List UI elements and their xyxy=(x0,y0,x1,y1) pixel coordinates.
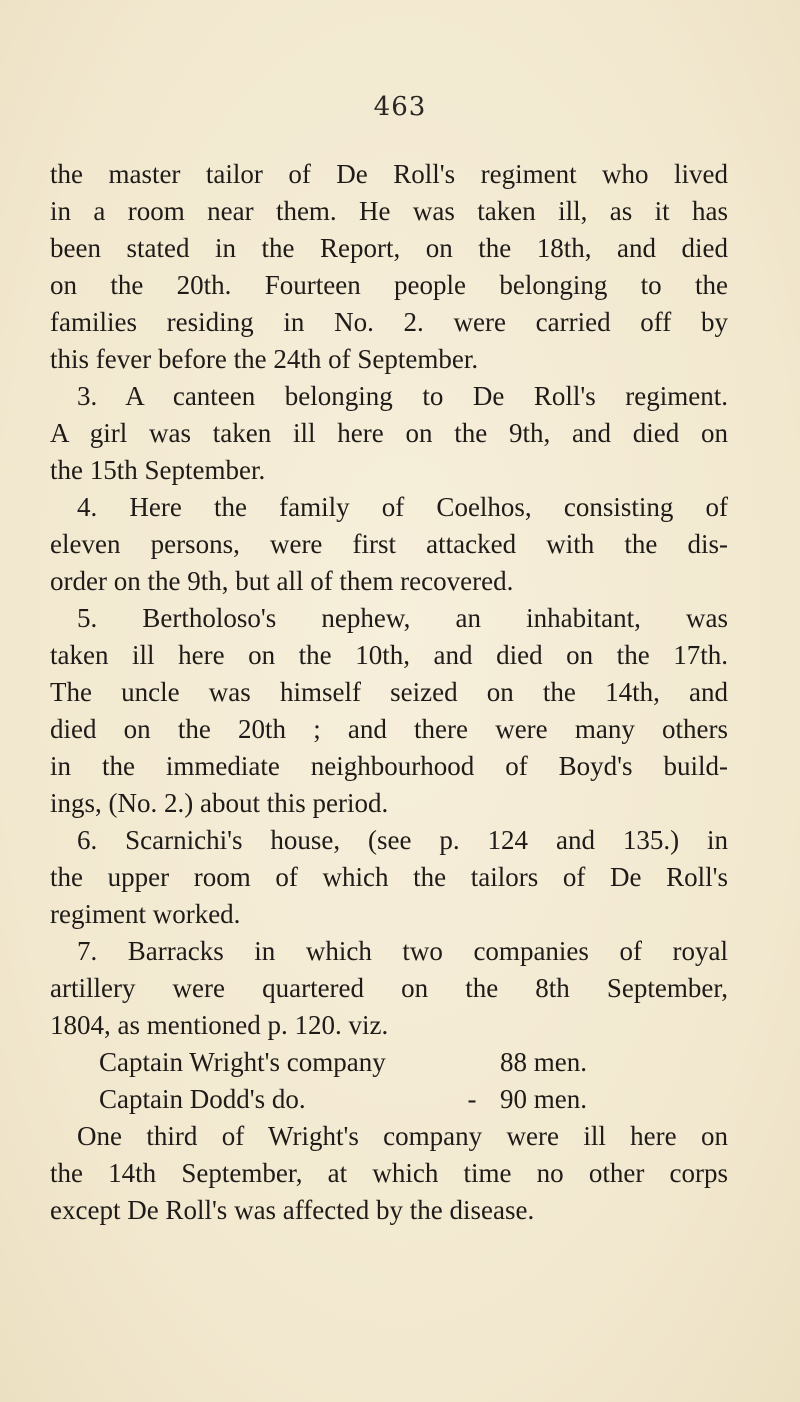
text-line: in the immediate neighbourhood of Boyd's build- xyxy=(50,751,728,781)
text-line: except De Roll's was affected by the disease. xyxy=(50,1195,535,1225)
companies-table xyxy=(50,1044,770,1118)
text-line: 4. Here the family of Coelhos, consisting of xyxy=(77,492,728,522)
company-row xyxy=(50,1044,770,1081)
text-line: 6. Scarnichi's house, (see p. 124 and 135.) in xyxy=(77,825,728,855)
text-line: The uncle was himself seized on the 14th, and xyxy=(50,677,728,707)
text-line: 7. Barracks in which two companies of royal xyxy=(77,936,728,966)
body-text xyxy=(50,156,770,1229)
text-line: died on the 20th ; and there were many others xyxy=(50,714,728,744)
closing-paragraph xyxy=(50,1118,770,1229)
text-line: eleven persons, were first attacked with the dis- xyxy=(50,529,728,559)
company-row xyxy=(50,1081,770,1118)
text-line: One third of Wright's company were ill here on xyxy=(77,1121,728,1151)
company-dash: - xyxy=(467,1084,477,1114)
paragraph-lines xyxy=(50,156,770,1044)
text-line: the 15th September. xyxy=(50,455,266,485)
text-line: this fever before the 24th of September. xyxy=(50,344,479,374)
text-line: 1804, as mentioned p. 120. viz. xyxy=(50,1010,389,1040)
text-line: A girl was taken ill here on the 9th, and died on xyxy=(50,418,728,448)
company-name: Captain Dodd's do. xyxy=(99,1084,306,1114)
text-line: on the 20th. Fourteen people belonging to the xyxy=(50,270,728,300)
text-line: the 14th September, at which time no other corps xyxy=(50,1158,728,1188)
text-line: families residing in No. 2. were carried off by xyxy=(50,307,728,337)
company-count: 88 men. xyxy=(500,1047,587,1077)
page-number: 463 xyxy=(373,92,427,122)
company-name: Captain Wright's company xyxy=(99,1047,386,1077)
text-line: order on the 9th, but all of them recovered. xyxy=(50,566,514,596)
text-line: been stated in the Report, on the 18th, and died xyxy=(50,233,728,263)
text-line: taken ill here on the 10th, and died on the 17th. xyxy=(50,640,728,670)
text-line: the master tailor of De Roll's regiment who lived xyxy=(50,159,728,189)
text-line: regiment worked. xyxy=(50,899,241,929)
text-line: the upper room of which the tailors of De Roll's xyxy=(50,862,728,892)
company-count: 90 men. xyxy=(500,1084,587,1114)
text-line: artillery were quartered on the 8th September, xyxy=(50,973,728,1003)
text-line: 5. Bertholoso's nephew, an inhabitant, was xyxy=(77,603,728,633)
text-line: in a room near them. He was taken ill, as it has xyxy=(50,196,728,226)
text-line: 3. A canteen belonging to De Roll's regiment. xyxy=(77,381,728,411)
text-line: ings, (No. 2.) about this period. xyxy=(50,788,389,818)
